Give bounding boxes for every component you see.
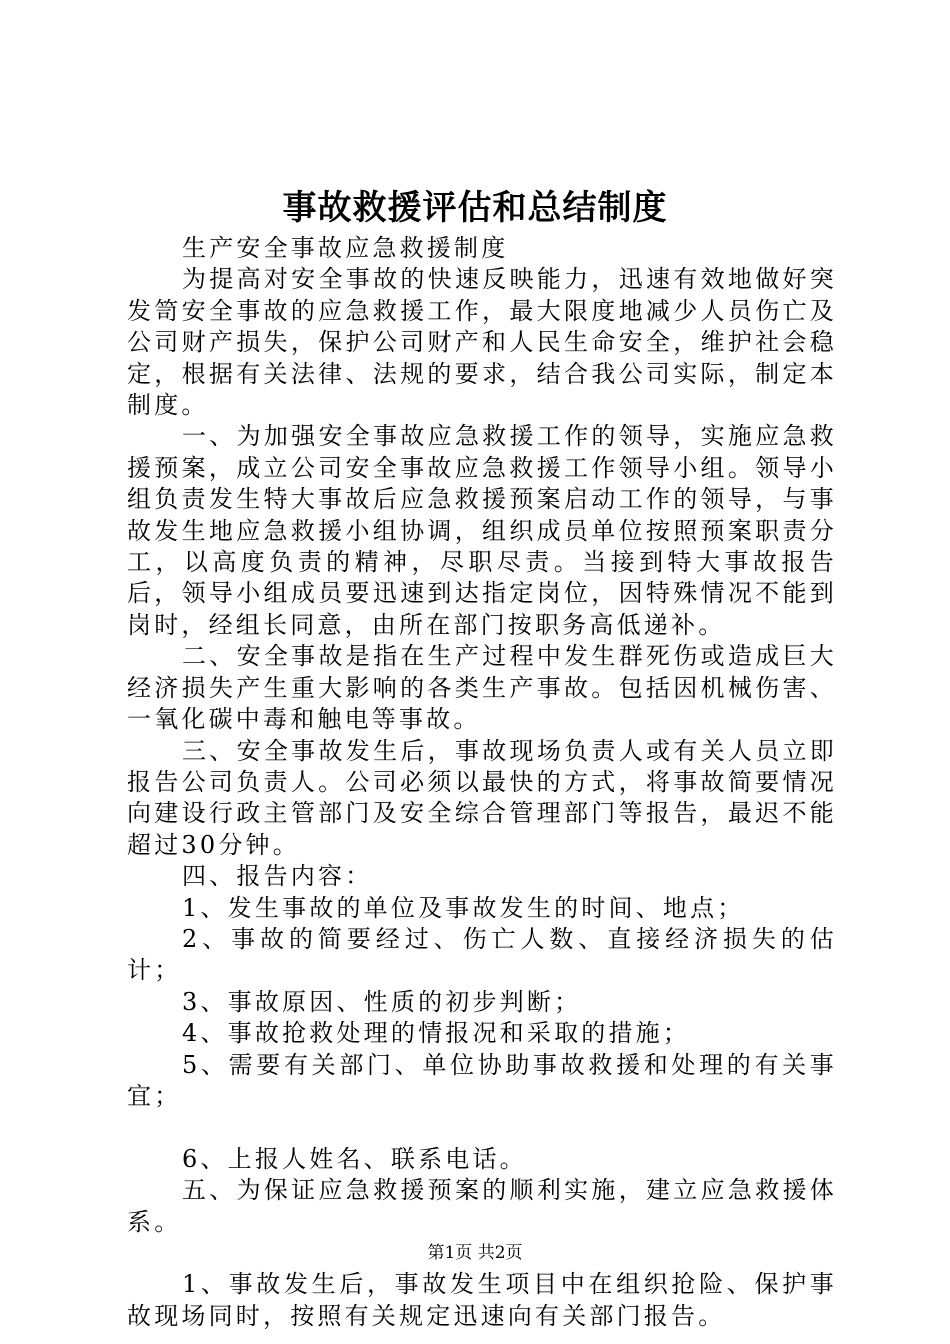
list-item: 4、事故抢救处理的情报况和采取的措施； — [182, 1019, 691, 1048]
page-footer: 第1页 共2页 — [427, 1243, 523, 1263]
list-item: 6、上报人姓名、联系电话。 — [182, 1144, 527, 1173]
paragraph-section-5-item-1: 1、事故发生后，事故发生项目中在组织抢险、保护事故现场同时，按照有关规定迅速向有关部门报告。 — [127, 1270, 837, 1330]
list-item: 5、需要有关部门、单位协助事故救援和处理的有关事宜； — [127, 1050, 837, 1110]
document-body — [127, 233, 837, 1332]
paragraph-section-5: 五、为保证应急救援预案的顺利实施，建立应急救援体系。 — [127, 1176, 837, 1236]
paragraph-section-1: 一、为加强安全事故应急救援工作的领导，实施应急救援预案，成立公司安全事故应急救援工作领导小组。领导小组负责发生特大事故后应急救援预案启动工作的领导，与事故发生地应急救援小组协调，组织成员单位按照预案职责分工，以高度负责的精神，尽职尽责。当接到特大事故报告后，领导小组成员要迅速到达指定岗位，因特殊情况不能到岗时，经组长同意，由所在部门按职务高低递补。 — [127, 422, 837, 639]
paragraph-section-3: 三、安全事故发生后，事故现场负责人或有关人员立即报告公司负责人。公司必须以最快的方式，将事故简要情况向建设行政主管部门及安全综合管理部门等报告，最迟不能超过30分钟。 — [127, 736, 837, 859]
list-item: 1、发生事故的单位及事故发生的时间、地点； — [182, 893, 745, 922]
paragraph-subtitle: 生产安全事故应急救援制度 — [182, 234, 509, 262]
paragraph-section-4-heading: 四、报告内容： — [182, 862, 373, 891]
paragraph-intro: 为提高对安全事故的快速反映能力，迅速有效地做好突发笥安全事故的应急救援工作，最大限度地减少人员伤亡及公司财产损失，保护公司财产和人民生命安全，维护社会稳定，根据有关法律、法规的要求，结合我公司实际，制定本制度。 — [127, 265, 837, 420]
list-item: 2、事故的简要经过、伤亡人数、直接经济损失的估计； — [127, 924, 837, 985]
document-title: 事故救援评估和总结制度 — [282, 188, 668, 228]
paragraph-section-2: 二、安全事故是指在生产过程中发生群死伤或造成巨大经济损失产生重大影响的各类生产事故。包括因机械伤害、一氧化碳中毒和触电等事故。 — [127, 642, 837, 734]
list-item: 3、事故原因、性质的初步判断； — [182, 987, 582, 1016]
